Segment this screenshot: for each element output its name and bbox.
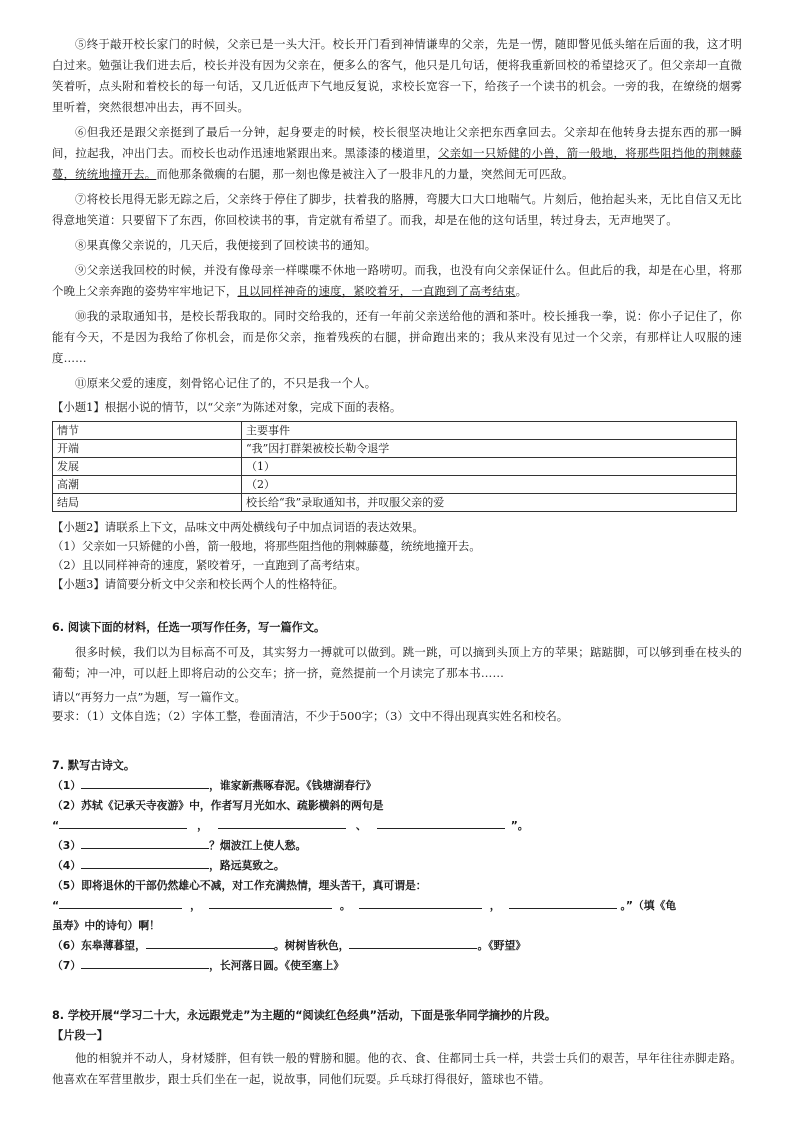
- question-7-heading: 7. 默写古诗文。: [52, 759, 136, 772]
- q7-line-1: [52, 776, 742, 796]
- paragraph-11: ⑪原来父爱的速度，刻骨铭心记住了的，不只是我一个人。: [75, 376, 377, 390]
- answer-blank[interactable]: [59, 896, 182, 909]
- q7-text: 、: [355, 819, 367, 832]
- table-cell: 高潮: [53, 476, 242, 494]
- table-cell: 校长给“我”录取通知书，并叹服父亲的爱: [242, 494, 737, 512]
- table-cell: 发展: [53, 458, 242, 476]
- q7-line-5b: [52, 896, 742, 916]
- q8-excerpt: 他的相貌并不动人，身材矮胖，但有铁一般的臂膀和腿。他的衣、食、住都同士兵一样，共尝士兵们的艰苦，早年往往赤脚走路。他喜欢在军营里散步，跟士兵们坐在一起，说故事，同他们玩耍。乒乓球打得很好，篮球也不错。: [52, 1051, 742, 1086]
- q7-line-5c: 虽寿》中的诗句）啊！: [52, 919, 160, 932]
- q2-prompt: 【小题2】请联系上下文，品味文中两处横线句子中加点词语的表达效果。: [52, 520, 424, 534]
- answer-blank[interactable]: [218, 816, 346, 829]
- table-header: 情节: [53, 422, 242, 440]
- answer-blank[interactable]: [81, 956, 209, 969]
- p6-text: ⑥但我还是跟父亲挺到了最后一分钟，起身要走的时候，校长很坚决地让父亲把东西拿回去。父亲却在他转身去提东西的那一瞬间，拉起我，冲出门去。而校长也动作迅速地紧跟出来。黑漆漆的楼道里，: [52, 125, 742, 160]
- q2-item-1: （1）父亲如一只矫健的小兽，箭一般地，将那些阻挡他的荆棘藤蔓，统统地撞开去。: [52, 539, 481, 553]
- document-page: [52, 34, 742, 1094]
- answer-blank[interactable]: [59, 816, 187, 829]
- paragraph-10: ⑩我的录取通知书，是校长帮我取的。同时交给我的，还有一年前父亲送给他的酒和茶叶。校长捶我一拳，说：你小子记住了，你能有今天，不是因为我给了你机会，而是你父亲，拖着残疾的右腿，拼命跑出来的；我从来没有见过一个父亲，有那样让人叹服的速度……: [52, 309, 742, 365]
- q6-requirements: 要求：（1）文体自选；（2）字体工整，卷面清洁，不少于500字；（3）文中不得出现真实姓名和校名。: [52, 709, 569, 723]
- q7-text: ，谁家新燕啄春泥。《钱塘湖春行》: [209, 779, 377, 792]
- answer-blank[interactable]: [359, 896, 482, 909]
- q7-text: ，: [197, 819, 208, 832]
- q7-text: ，长河落日圆。《使至塞上》: [209, 959, 345, 972]
- paragraph-6: [52, 122, 742, 185]
- q7-text: “: [52, 899, 60, 912]
- q7-text: ？烟波江上使人愁。: [209, 839, 307, 852]
- q7-line-4: [52, 856, 742, 876]
- q3-prompt: 【小题3】请简要分析文中父亲和校长两个人的性格特征。: [52, 577, 345, 591]
- q6-task: 请以“再努力一点”为题，写一篇作文。: [52, 690, 246, 704]
- p9-underlined-sentence: 且以同样神奇的速度，紧咬着牙，一直跑到了高考结束: [237, 284, 516, 298]
- table-row: [53, 440, 737, 458]
- q7-text: 。”（填《龟: [620, 899, 677, 912]
- q7-line-7: [52, 956, 742, 976]
- q1-prompt: 【小题1】根据小说的情节，以“父亲”为陈述对象，完成下面的表格。: [52, 400, 402, 414]
- question-6-heading: 6. 阅读下面的材料，任选一项写作任务，写一篇作文。: [52, 621, 326, 634]
- q2-item-2: （2）且以同样神奇的速度，紧咬着牙，一直跑到了高考结束。: [52, 558, 367, 572]
- answer-blank[interactable]: [146, 936, 274, 949]
- table-header-row: [53, 422, 737, 440]
- answer-blank[interactable]: [509, 896, 617, 909]
- table-row: [53, 494, 737, 512]
- table-header: 主要事件: [242, 422, 737, 440]
- q7-line-2: （2）苏轼《记承天寺夜游》中，作者写月光如水、疏影横斜的两句是: [52, 799, 384, 812]
- paragraph-5: ⑤终于敲开校长家门的时候，父亲已是一头大汗。校长开门看到神情谦卑的父亲，先是一愣，随即瞥见低头缩在后面的我，这才明白过来。勉强让我们进去后，校长并没有因为父亲在，便多么的客气，他只是几句话，便将我重新回校的希望捻灭了。但父亲却一直微笑着听，点头附和着校长的每一句话，又几近低声下气地反复说，求校长宽容一下，给孩子一个读书的机会。一旁的我，在缭绕的烟雾里听着，突然很想冲出去，再不回头。: [52, 37, 742, 114]
- q8-segment-label: 【片段一】: [52, 1029, 108, 1042]
- table-cell: （1）: [242, 458, 737, 476]
- q6-material: 很多时候，我们以为目标高不可及，其实努力一搏就可以做到。跳一跳，可以摘到头顶上方的苹果；踮踮脚，可以够到垂在枝头的葡萄；冲一冲，可以赶上即将启动的公交车；挤一挤，竟然提前一个月读完了那本书……: [52, 645, 742, 680]
- q7-text: ”。: [510, 819, 529, 832]
- table-row: [53, 458, 737, 476]
- q7-num: （4）: [52, 859, 82, 872]
- q7-text: ，路远莫致之。: [209, 859, 285, 872]
- q7-text: 。《野望》: [477, 939, 527, 952]
- answer-blank[interactable]: [81, 836, 209, 849]
- question-8-heading: 8. 学校开展“学习二十大，永远跟党走”为主题的“阅读红色经典”活动，下面是张华同学摘抄的片段。: [52, 1009, 557, 1022]
- q7-num: （7）: [52, 959, 82, 972]
- paragraph-7: ⑦将校长甩得无影无踪之后，父亲终于停住了脚步，扶着我的胳膊，弯腰大口大口地喘气。片刻后，他抬起头来，无比自信又无比得意地笑道：只要留下了东西，你回校读书的事，肯定就有希望了。而我，却是在他的这句话里，转过身去，无声地哭了。: [52, 192, 742, 227]
- table-cell: 开端: [53, 440, 242, 458]
- q7-text: 。树树皆秋色，: [273, 939, 350, 952]
- table-cell: “我”因打群架被校长勒令退学: [242, 440, 737, 458]
- q7-text: ，: [190, 899, 201, 912]
- paragraph-8: ⑧果真像父亲说的，几天后，我便接到了回校读书的通知。: [75, 238, 377, 252]
- table-row: [53, 476, 737, 494]
- p9-text-end: 。: [515, 284, 528, 298]
- q7-text: ，: [489, 899, 501, 912]
- q7-num: （3）: [52, 839, 82, 852]
- table-cell: 结局: [53, 494, 242, 512]
- answer-blank[interactable]: [81, 856, 209, 869]
- paragraph-9: [52, 260, 742, 302]
- p9-text: ⑨父亲送我回校的时候，并没有像母亲一样喋喋不休地一路唠叨。而我，也没有向父亲保证什么。但此后的我，却是在心里，将那个晚上父亲奔跑的姿势牢牢地记下，: [52, 263, 742, 298]
- table-cell: （2）: [242, 476, 737, 494]
- q7-line-5: （5）即将退休的干部仍然雄心不减，对工作充满热情，埋头苦干，真可谓是：: [52, 879, 427, 892]
- answer-blank[interactable]: [349, 936, 477, 949]
- p6-underlined-sentence: 父亲如一只矫健的小兽，箭一般地，将那些阻挡他的荆棘藤蔓，统统地撞开去。: [52, 146, 743, 181]
- p6-text-end: 而他那条微瘸的右腿，那一刻也像是被注入了一股非凡的力量，突然间无可匹敌。: [156, 167, 574, 181]
- answer-blank[interactable]: [81, 776, 209, 789]
- q7-num: （1）: [52, 779, 82, 792]
- q7-text: “: [52, 819, 60, 832]
- q7-text: （6）东皋薄暮望，: [52, 939, 146, 952]
- answer-blank[interactable]: [209, 896, 332, 909]
- q7-line-3: [52, 836, 742, 856]
- q7-line-6: [52, 936, 742, 956]
- answer-blank[interactable]: [377, 816, 505, 829]
- plot-table: [52, 421, 737, 512]
- q7-line-2b: [52, 816, 742, 836]
- q7-text: 。: [339, 899, 351, 912]
